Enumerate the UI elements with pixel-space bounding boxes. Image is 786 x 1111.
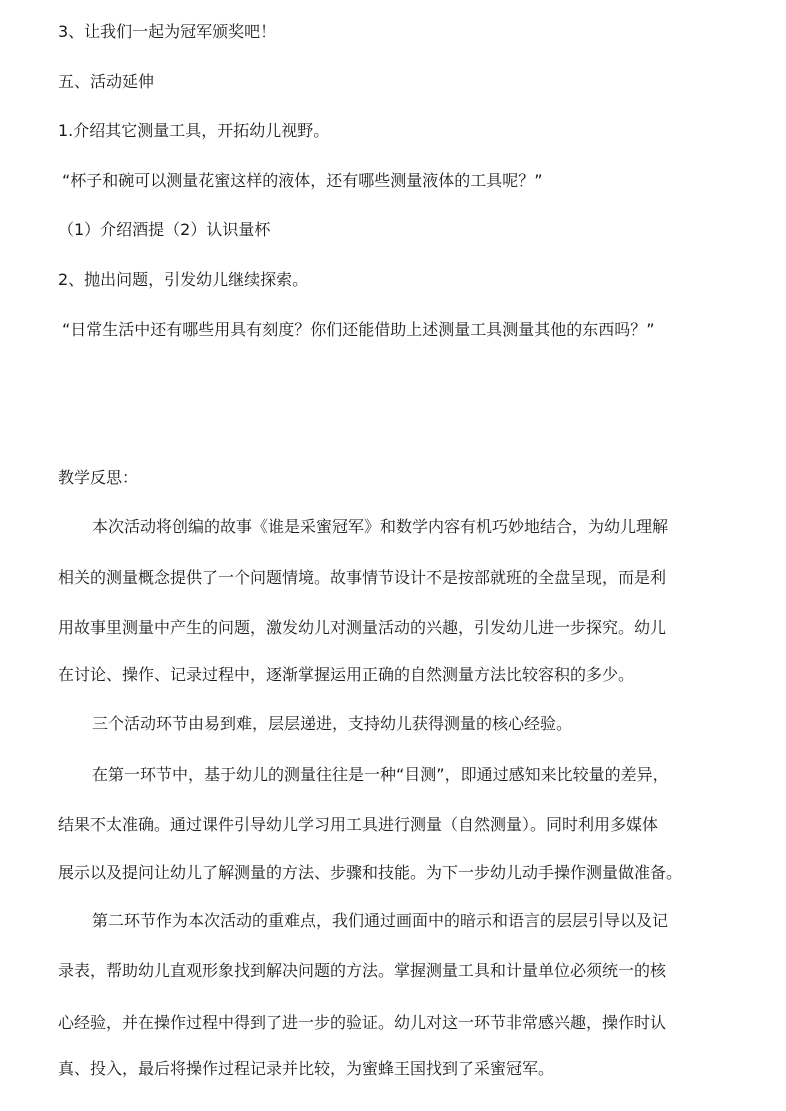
reflection-para1-line4: 在讨论、操作、记录过程中，逐渐掌握运用正确的自然测量方法比较容积的多少。	[58, 665, 635, 684]
reflection-para2-line1: 三个活动环节由易到难，层层递进，支持幼儿获得测量的核心经验。	[92, 714, 573, 733]
tool-list: （1）介绍酒提（2）认识量杯	[58, 220, 271, 239]
reflection-para3-line3: 展示以及提问让幼儿了解测量的方法、步骤和技能。为下一步幼儿动手操作测量做准备。	[58, 863, 683, 882]
extension-item-1: 1.介绍其它测量工具，开拓幼儿视野。	[58, 121, 330, 140]
extension-item-2: 2、抛出问题，引发幼儿继续探索。	[58, 270, 309, 289]
reflection-heading: 教学反思：	[58, 468, 139, 487]
activity-step-award: 3、让我们一起为冠军颁奖吧！	[58, 22, 277, 41]
reflection-para3-line1: 在第一环节中，基于幼儿的测量往往是一种“目测”，即通过感知来比较量的差异，	[92, 765, 669, 784]
section-heading-extension: 五、活动延伸	[58, 72, 155, 91]
reflection-para4-line2: 录表，帮助幼儿直观形象找到解决问题的方法。掌握测量工具和计量单位必须统一的核	[58, 961, 667, 980]
reflection-para4-line4: 真、投入，最后将操作过程记录并比较，为蜜蜂王国找到了采蜜冠军。	[58, 1059, 555, 1078]
reflection-para4-line1: 第二环节作为本次活动的重难点，我们通过画面中的暗示和语言的层层引导以及记	[92, 911, 669, 930]
reflection-para1-line1: 本次活动将创编的故事《谁是采蜜冠军》和数学内容有机巧妙地结合，为幼儿理解	[92, 517, 669, 536]
quote-graduated-tools: “日常生活中还有哪些用具有刻度？你们还能借助上述测量工具测量其他的东西吗？”	[62, 320, 655, 339]
reflection-para1-line3: 用故事里测量中产生的问题，激发幼儿对测量活动的兴趣，引发幼儿进一步探究。幼儿	[58, 618, 667, 637]
reflection-para4-line3: 心经验，并在操作过程中得到了进一步的验证。幼儿对这一环节非常感兴趣，操作时认	[58, 1013, 667, 1032]
quote-liquid-tools: “杯子和碗可以测量花蜜这样的液体，还有哪些测量液体的工具呢？”	[62, 171, 543, 190]
reflection-para1-line2: 相关的测量概念提供了一个问题情境。故事情节设计不是按部就班的全盘呈现，而是利	[58, 568, 667, 587]
reflection-para3-line2: 结果不太准确。通过课件引导幼儿学习用工具进行测量（自然测量）。同时利用多媒体	[58, 815, 659, 834]
